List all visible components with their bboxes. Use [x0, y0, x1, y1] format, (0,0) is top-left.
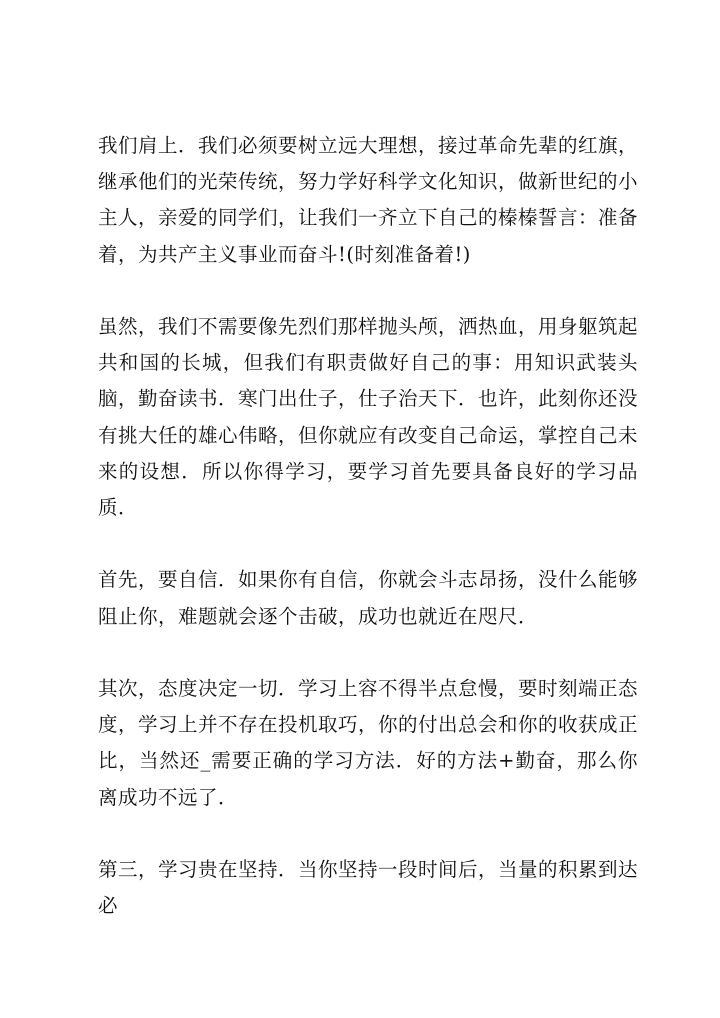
document-body — [98, 128, 638, 924]
paragraph-2: 虽然，我们不需要像先烈们那样抛头颅，洒热血，用身躯筑起共和国的长城，但我们有职责做好自己的事：用知识武装头脑，勤奋读书．寒门出仕子，仕子治天下．也许，此刻你还没有挑大任的雄心伟略，但你就应有改变自己命运，掌控自己未来的设想．所以你得学习，要学习首先要具备良好的学习品质． — [98, 315, 639, 520]
paragraph-3: 首先，要自信．如果你有自信，你就会斗志昂扬，没什么能够阻止你，难题就会逐个击破，成功也就近在咫尺． — [98, 568, 639, 628]
paragraph-4: 其次，态度决定一切．学习上容不得半点怠慢，要时刻端正态度，学习上并不存在投机取巧，你的付出总会和你的收获成正比，当然还_需要正确的学习方法．好的方法+勤奋，那么你离成功不远了． — [98, 677, 639, 809]
paragraph-1: 我们肩上．我们必须要树立远大理想，接过革命先辈的红旗，继承他们的光荣传统，努力学好科学文化知识，做新世纪的小主人，亲爱的同学们，让我们一齐立下自己的榛榛誓言：准备着，为共产主义事业而奋斗!(时刻准备着!) — [98, 134, 639, 266]
paragraph-5: 第三，学习贵在坚持．当你坚持一段时间后，当量的积累到达必 — [98, 858, 639, 918]
